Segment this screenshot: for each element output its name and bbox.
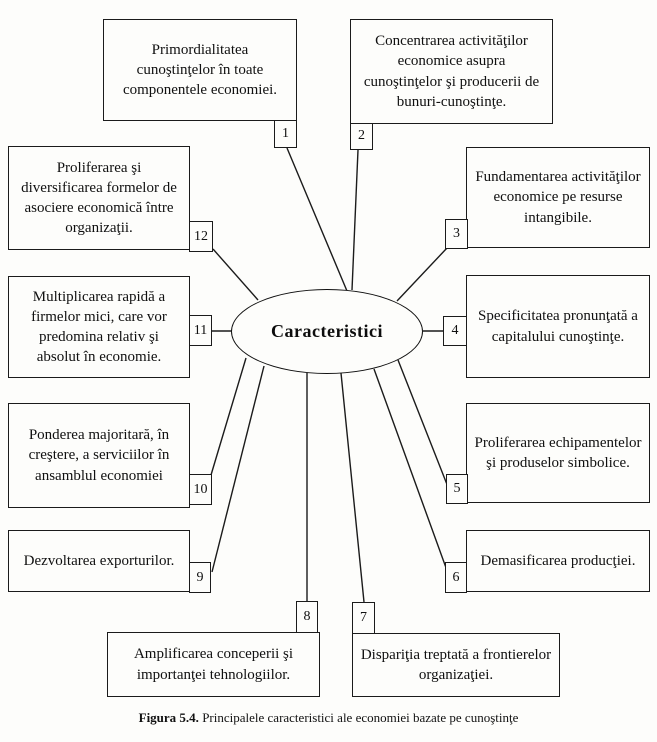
connector-line-3 [397, 248, 447, 301]
connector-line-12 [213, 249, 258, 300]
node-box-1 [103, 19, 297, 121]
connector-line-7 [341, 373, 364, 602]
node-text-5: Proliferarea echipamentelor şi produselor simbolice. [474, 434, 642, 471]
node-number-10: 10 [189, 474, 212, 505]
node-text-9: Dezvoltarea exporturilor. [23, 552, 175, 569]
node-text-10: Ponderea majoritară, în creştere, a serviciilor în ansamblul economiei [28, 427, 170, 484]
node-number-2: 2 [350, 123, 373, 150]
node-text-3: Fundamentarea activităţilor economice pe resurse intangibile. [475, 169, 641, 226]
node-text-2: Concentrarea activităţilor economice asupra cunoştinţelor şi producerii de bunuri-cunoştinţe. [363, 33, 540, 110]
node-box-12 [8, 146, 190, 250]
node-box-11 [8, 276, 190, 378]
connector-line-1 [287, 148, 347, 291]
node-number-9: 9 [189, 562, 211, 593]
node-number-12: 12 [189, 221, 213, 252]
node-number-8: 8 [296, 601, 318, 633]
node-box-3 [466, 147, 650, 248]
central-ellipse [231, 289, 423, 374]
node-number-6: 6 [445, 562, 467, 593]
figure-caption-number: Figura 5.4. [138, 710, 199, 725]
node-text-1: Primordialitatea cunoştinţelor în toate componentele economiei. [122, 41, 278, 99]
node-text-4: Specificitatea pronunţată a capitalului cunoştinţe. [478, 308, 638, 345]
figure-caption-text: Principalele caracteristici ale economiei bazate pe cunoştinţe [198, 710, 519, 725]
node-number-5: 5 [446, 474, 468, 504]
connector-line-5 [398, 360, 448, 487]
node-number-3: 3 [445, 219, 468, 249]
node-number-1: 1 [274, 120, 297, 148]
node-box-8 [107, 632, 320, 697]
figure-caption [0, 710, 657, 726]
connector-line-2 [352, 150, 358, 290]
connector-line-6 [374, 369, 449, 576]
node-text-11: Multiplicarea rapidă a firmelor mici, care vor predomina relativ şi absolut în economie. [31, 288, 167, 366]
connector-line-9 [212, 366, 264, 572]
node-box-6 [466, 530, 650, 592]
node-box-5 [466, 403, 650, 503]
node-number-11: 11 [189, 315, 212, 346]
node-box-2 [350, 19, 553, 124]
node-box-9 [8, 530, 190, 592]
node-box-10 [8, 403, 190, 508]
node-text-6: Demasificarea producţiei. [480, 552, 636, 569]
central-label: Caracteristici [271, 321, 383, 341]
node-box-7 [352, 633, 560, 697]
node-text-7: Dispariţia treptată a frontierelor organizaţiei. [360, 646, 552, 683]
node-box-4 [466, 275, 650, 378]
node-text-8: Amplificarea conceperii şi importanţei tehnologiilor. [133, 646, 294, 683]
node-number-4: 4 [443, 316, 467, 346]
node-number-7: 7 [352, 602, 375, 634]
node-text-12: Proliferarea şi diversificarea formelor de asociere economică între organizaţii. [21, 159, 177, 237]
